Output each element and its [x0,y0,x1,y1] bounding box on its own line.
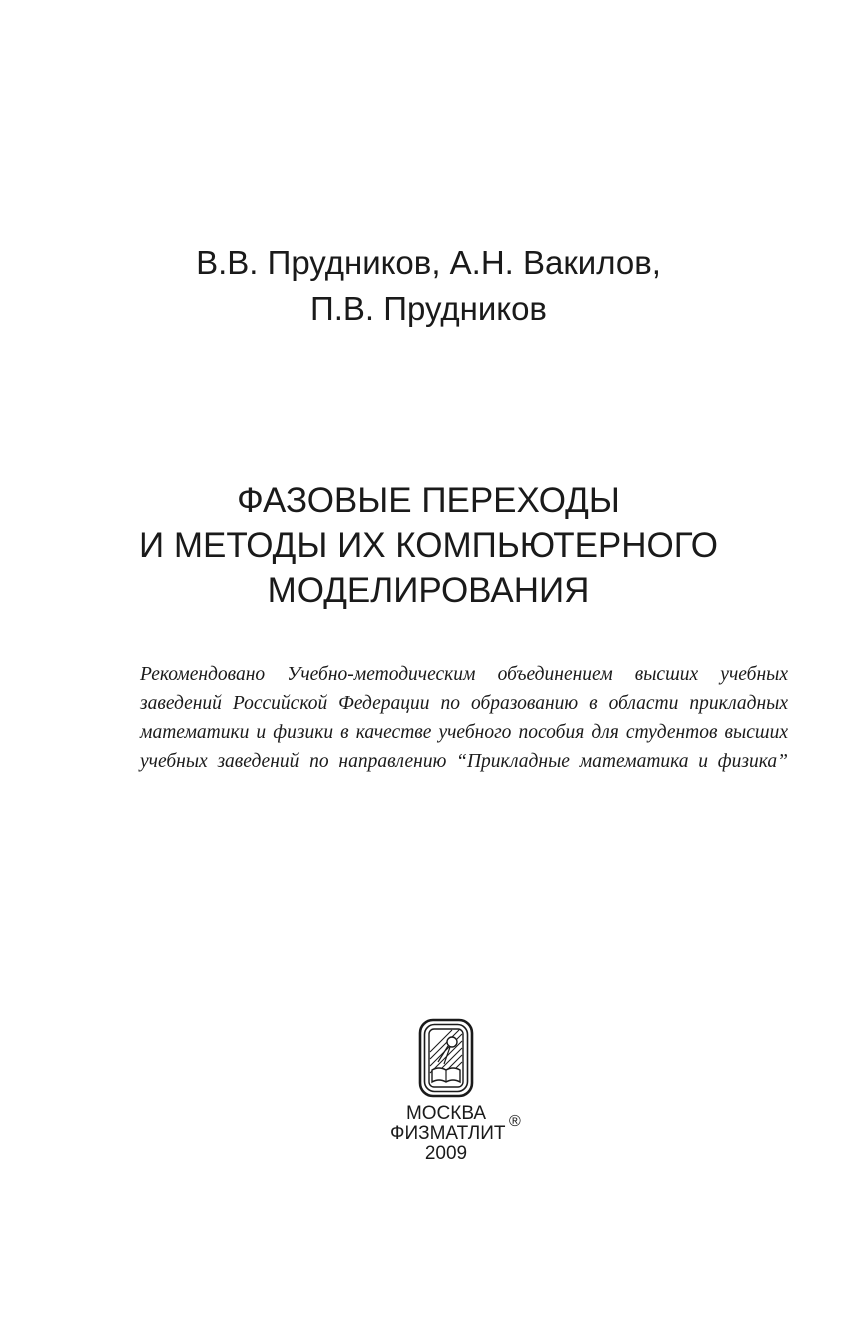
book-satellite-emblem-icon [418,1018,474,1098]
publisher-city: МОСКВА [405,1103,487,1124]
recommendation-line-3: математики и физики в качестве учебного пособия для студентов высших [140,722,788,743]
publisher-imprint [390,1103,506,1164]
recommendation-line-2: заведений Российской Федерации по образованию в области прикладных [140,693,788,714]
book-title [0,478,857,613]
registered-trademark-mark: ® [509,1113,521,1130]
title-line-2: И МЕТОДЫ ИХ КОМПЬЮТЕРНОГО [139,526,718,565]
publisher-name: ФИЗМАТЛИТ [390,1123,506,1144]
title-line-1: ФАЗОВЫЕ ПЕРЕХОДЫ [237,481,620,520]
recommendation-line-4: учебных заведений по направлению “Прикладные математика и физика” [140,751,788,772]
title-line-3: МОДЕЛИРОВАНИЯ [267,571,590,610]
publication-year: 2009 [424,1143,468,1164]
recommendation-line-1: Рекомендовано Учебно-методическим объединением высших учебных [140,664,788,685]
authors [0,240,857,332]
authors-line-2: П.В. Прудников [310,290,547,327]
recommendation-note [140,660,788,776]
authors-line-1: В.В. Прудников, А.Н. Вакилов, [196,244,661,281]
